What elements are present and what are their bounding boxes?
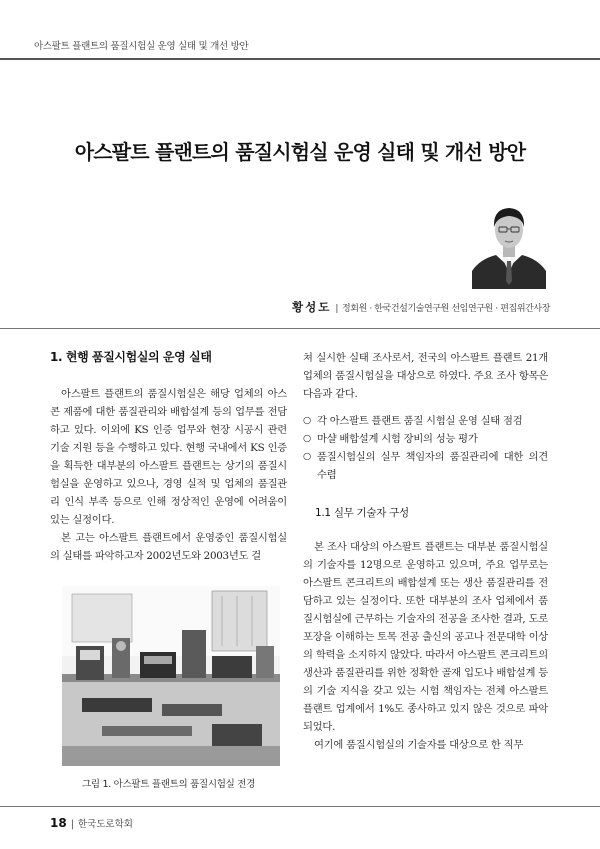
figure-lab-photo <box>62 586 280 766</box>
body-paragraph: 여기에 품질시험실의 기술자를 대상으로 한 직무 <box>314 739 524 751</box>
left-column-text <box>50 385 287 565</box>
list-item <box>303 448 548 484</box>
body-paragraph: 아스팔트 플랜트의 품질시험실은 해당 업체의 아스콘 제품에 대한 품질관리와 배합설계 등의 업무를 전담하고 있다. 이외에 KS 인증 업무와 현장 시공시 관련 기술 지원 등을 수행하고 있다. 현행 국내에서 KS 인증을 획득한 대부분의 아스팔트 플랜트는 상기의 품질시험실을 운영하고 있으나, 경영 실적 및 업체의 품질관리 인식 부족 등으로 인해 정상적인 운영에 어려움이 있는 실정이다. <box>50 388 287 526</box>
publication-name: 한국도로학회 <box>77 819 133 830</box>
list-item-text: 품질시험실의 실무 책임자의 품질관리에 대한 의견 수렴 <box>317 451 548 481</box>
author-byline <box>292 299 550 315</box>
author-name: 황성도 <box>292 300 332 314</box>
right-column-text <box>303 349 548 754</box>
byline-separator: | <box>335 304 338 314</box>
subsection-heading: 1.1 실무 기술자 구성 <box>315 507 409 519</box>
circle-bullet-icon: ○ <box>303 451 312 462</box>
list-item <box>303 430 548 448</box>
page-footer <box>50 816 133 830</box>
page-number: 18 <box>50 816 67 830</box>
body-paragraph: 본 고는 아스팔트 플랜트에서 운영중인 품질시험실의 실태를 파악하고자 2002년도와 2003년도 걸 <box>50 532 287 562</box>
footer-divider <box>0 806 600 807</box>
article-title: 아스팔트 플랜트의 품질시험실 운영 실태 및 개선 방안 <box>74 140 526 164</box>
list-item <box>303 412 548 430</box>
author-photo <box>472 197 546 289</box>
footer-separator: | <box>70 819 74 830</box>
byline-divider <box>0 328 600 329</box>
list-item-text: 마샬 배합설계 시험 장비의 성능 평가 <box>317 433 478 445</box>
circle-bullet-icon: ○ <box>303 433 312 444</box>
circle-bullet-icon: ○ <box>303 415 312 426</box>
figure-caption: 그림 1. 아스팔트 플랜트의 품질시험실 전경 <box>82 779 255 790</box>
list-item-text: 각 아스팔트 플랜트 품질 시험실 운영 실태 점검 <box>317 415 523 427</box>
author-affiliation: 정회원 · 한국건설기술연구원 선임연구원 · 편집위간사장 <box>342 304 550 314</box>
section-heading: 1. 현행 품질시험실의 운영 실태 <box>50 350 212 364</box>
body-paragraph: 본 조사 대상의 아스팔트 플랜트는 대부분 품질시험실의 기술자를 12명으로 운영하고 있으며, 주요 업무로는 아스팔트 콘크리트의 배합설계 또는 생산 품질관리를 전담하고 있는 실정이다. 또한 대부분의 조사 업체에서 품질시험실에 근무하는 기술자의 전공을 조사한 결과, 도로 포장을 이해하는 토목 전공 출신의 공고나 전문대학 이상의 학력을 소지하지 않았다. 따라서 아스팔트 콘크리트의 생산과 품질관리를 위한 정확한 골재 입도나 배합설계 등의 기술 지식을 갖고 있는 시험 책임자는 전체 아스팔트 플랜트 업계에서 1%도 종사하고 있지 않은 것으로 파악되었다. <box>303 541 548 733</box>
running-header-title: 아스팔트 플랜트의 품질시험실 운영 실태 및 개선 방안 <box>34 41 249 52</box>
survey-items-list <box>303 412 548 484</box>
intro-paragraph: 쳐 실시한 실태 조사로서, 전국의 아스팔트 플랜트 21개 업체의 품질시험실을 대상으로 하였다. 주요 조사 항목은 다음과 같다. <box>303 352 548 400</box>
header-divider <box>0 58 600 60</box>
